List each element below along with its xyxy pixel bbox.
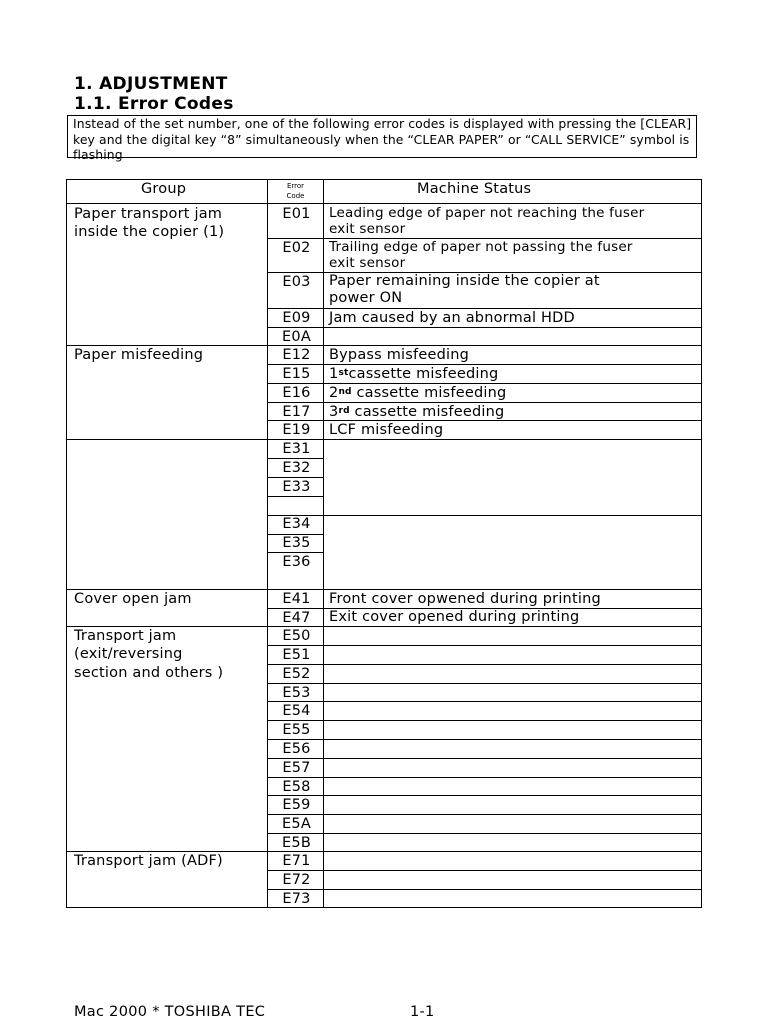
group-label: Cover open jam [74,591,192,607]
error-code: E59 [282,797,311,813]
row-divider [267,383,701,384]
error-code: E19 [282,422,311,438]
footer-document-title: Mac 2000 * TOSHIBA TEC [74,1004,266,1020]
group-divider [67,589,701,590]
ordinal-suffix: rd [338,406,350,416]
row-divider [267,701,701,702]
error-code: E72 [282,872,311,888]
error-code: E53 [282,685,311,701]
machine-status: Front cover opwened during printing [329,591,601,607]
error-code: E34 [282,516,311,532]
machine-status: LCF misfeeding [329,422,444,438]
group-label: inside the copier (1) [74,224,225,240]
error-code: E5B [282,835,311,851]
footer-page-number: 1-1 [410,1004,435,1020]
row-divider [267,645,701,646]
group-label: Paper transport jam [74,206,223,222]
error-code: E02 [282,240,311,256]
row-divider [267,739,701,740]
error-code: E03 [282,274,311,290]
error-code: E58 [282,779,311,795]
error-code: E47 [282,610,311,626]
error-code: E32 [282,460,311,476]
status-text: cassette misfeeding [351,385,507,401]
machine-status: Paper remaining inside the copier at [329,273,600,289]
error-code: E17 [282,404,311,420]
ordinal-suffix: st [338,368,349,378]
error-code: E01 [282,206,311,222]
row-divider [267,402,701,403]
ordinal-number: 2 [329,385,339,401]
machine-status: exit sensor [329,221,406,237]
group-divider [67,345,701,346]
error-code: E5A [282,816,311,832]
error-code: E55 [282,722,311,738]
header-code-line1: Error [286,182,305,190]
group-divider [67,626,701,627]
row-divider [267,496,323,497]
error-code: E36 [282,554,311,570]
status-text: cassette misfeeding [348,366,499,382]
ordinal-number: 3 [329,404,339,420]
error-code: E57 [282,760,311,776]
ordinal-number: 1 [329,366,339,382]
group-label: (exit/reversing [74,646,183,662]
group-label: section and others ) [74,665,224,681]
error-code: E71 [282,853,311,869]
row-divider [267,814,701,815]
error-code: E41 [282,591,311,607]
row-divider [267,308,701,309]
error-code: E09 [282,310,311,326]
error-code: E16 [282,385,311,401]
header-status: Machine Status [417,181,532,197]
group-divider [67,851,701,852]
group-label: Transport jam (ADF) [74,853,223,869]
machine-status: power ON [329,290,403,306]
group-label: Paper misfeeding [74,347,204,363]
section-heading: 1. ADJUSTMENT [74,74,228,94]
error-code: E33 [282,479,311,495]
subsection-heading: 1.1. Error Codes [74,94,234,114]
group-label: Transport jam [74,628,177,644]
machine-status: Jam caused by an abnormal HDD [329,310,575,326]
instruction-note: Instead of the set number, one of the following error codes is displayed with pressing the [CLEAR] key and the digital key “8” simultaneously when the “CLEAR PAPER” or “CALL SERVICE” symbol is flashing [67,115,697,158]
machine-status: Leading edge of paper not reaching the fuser [329,205,645,221]
error-code: E51 [282,647,311,663]
machine-status: Trailing edge of paper not passing the fuser [329,239,633,255]
status-text: cassette misfeeding [349,404,505,420]
error-code: E35 [282,535,311,551]
machine-status: Bypass misfeeding [329,347,470,363]
row-divider [267,327,701,328]
row-divider [267,720,701,721]
row-divider [267,515,701,516]
error-code: E31 [282,441,311,457]
machine-status: Exit cover opened during printing [329,609,580,625]
ordinal-suffix: nd [338,387,352,397]
error-code: E0A [282,329,311,345]
row-divider [267,683,701,684]
header-group: Group [141,181,187,197]
row-divider [267,758,701,759]
error-code-table [66,179,702,908]
column-divider [267,180,268,907]
row-divider [267,664,701,665]
machine-status [329,366,498,383]
error-code: E56 [282,741,311,757]
row-divider [267,870,701,871]
error-code: E50 [282,628,311,644]
machine-status [329,385,506,402]
error-code: E15 [282,366,311,382]
error-code: E12 [282,347,311,363]
row-divider [267,833,701,834]
machine-status [329,404,504,421]
machine-status: exit sensor [329,255,406,271]
row-divider [267,795,701,796]
row-divider [267,364,701,365]
error-code: E52 [282,666,311,682]
header-divider [67,203,701,204]
header-code-line2: Code [286,192,305,200]
row-divider [267,777,701,778]
group-divider [67,439,701,440]
row-divider [267,889,701,890]
error-code: E73 [282,891,311,907]
error-code: E54 [282,703,311,719]
